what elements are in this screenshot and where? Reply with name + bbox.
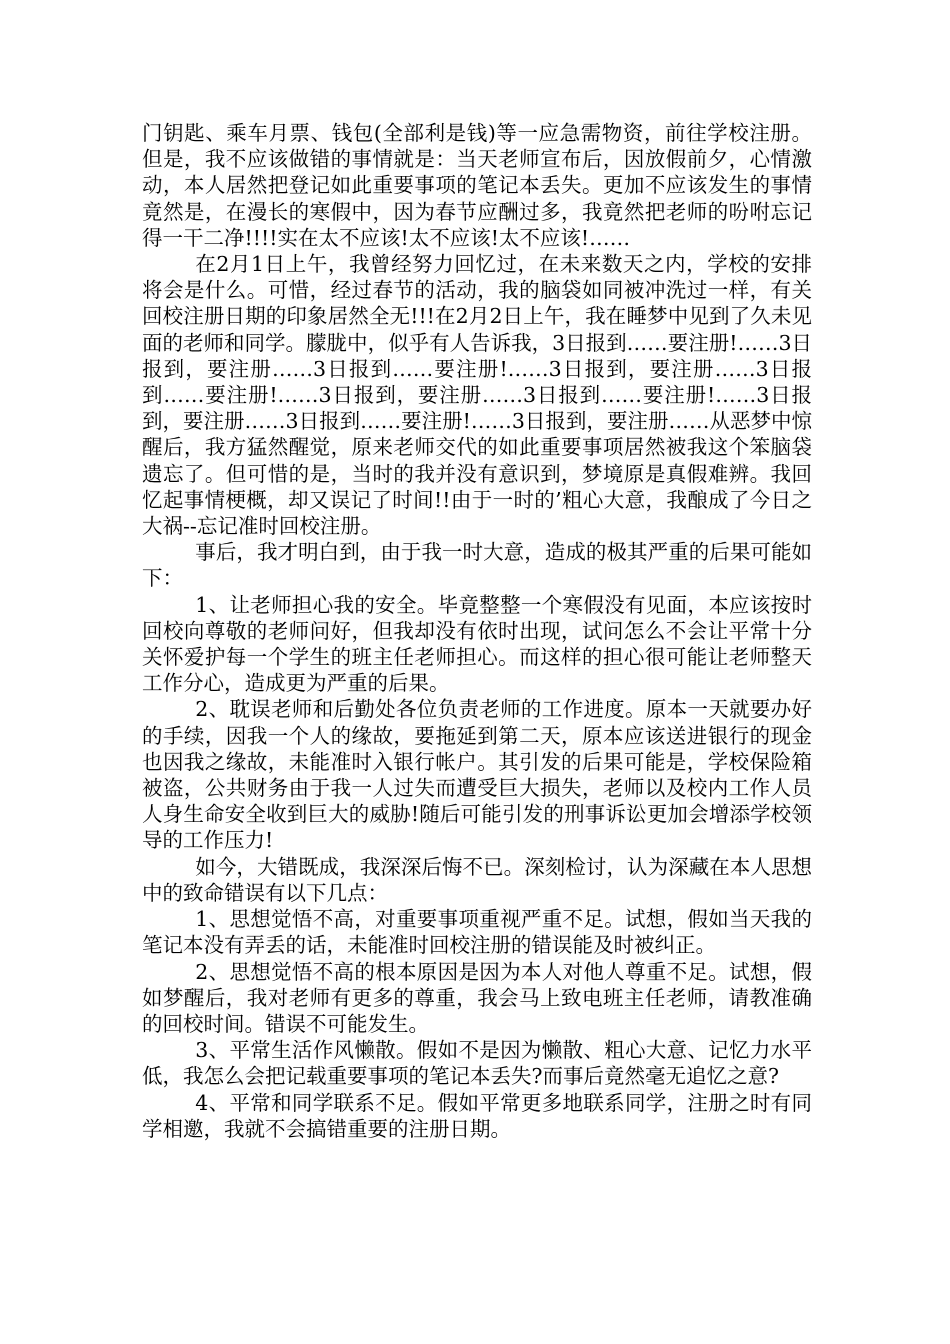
paragraph-consequence-2: 2、耽误老师和后勤处各位负责老师的工作进度。原本一天就要办好的手续，因我一个人的缘故，要拖延到第二天，原本应该送进银行的现金也因我之缘故，未能准时入银行帐户。其引发的后果可能是，学校保险箱被盗，公共财务由于我一人过失而遭受巨大损失，老师以及校内工作人员人身生命安全收到巨大的威胁!随后可能引发的刑事诉讼更加会增添学校领导的工作压力! xyxy=(142,697,812,853)
document-page xyxy=(142,120,812,1142)
paragraph-reason-1: 1、思想觉悟不高，对重要事项重视严重不足。试想，假如当天我的笔记本没有弄丢的话，未能准时回校注册的错误能及时被纠正。 xyxy=(142,907,812,958)
paragraph-reason-3: 3、平常生活作风懒散。假如不是因为懒散、粗心大意、记忆力水平低，我怎么会把记载重要事项的笔记本丢失?而事后竟然毫无追忆之意? xyxy=(142,1038,812,1089)
paragraph-continuation: 门钥匙、乘车月票、钱包(全部利是钱)等一应急需物资，前往学校注册。但是，我不应该做错的事情就是：当天老师宣布后，因放假前夕，心情激动，本人居然把登记如此重要事项的笔记本丢失。更加不应该发生的事情竟然是，在漫长的寒假中，因为春节应酬过多，我竟然把老师的吩咐忘记得一干二净!!!!实在太不应该!太不应该!太不应该!…… xyxy=(142,121,812,250)
paragraph-feb-recollection: 在2月1日上午，我曾经努力回忆过，在未来数天之内，学校的安排将会是什么。可惜，经过春节的活动，我的脑袋如同被冲洗过一样，有关回校注册日期的印象居然全无!!!在2月2日上午，我在睡梦中见到了久未见面的老师和同学。朦胧中，似乎有人告诉我，3日报到……要注册!……3日报到，要注册……3日报到……要注册!……3日报到，要注册……3日报到……要注册!……3日报到，要注册……3日报到……要注册!……3日报到，要注册……3日报到……要注册!……3日报到，要注册……从恶梦中惊醒后，我方猛然醒觉，原来老师交代的如此重要事项居然被我这个笨脑袋遗忘了。但可惜的是，当时的我并没有意识到，梦境原是真假难辨。我回忆起事情梗概，却又误记了时间!!由于一时的’粗心大意，我酿成了今日之大祸--忘记准时回校注册。 xyxy=(142,252,812,539)
paragraph-consequence-1: 1、让老师担心我的安全。毕竟整整一个寒假没有见面，本应该按时回校向尊敬的老师问好，但我却没有依时出现，试问怎么不会让平常十分关怀爱护每一个学生的班主任老师担心。而这样的担心很可能让老师整天工作分心，造成更为严重的后果。 xyxy=(142,592,812,696)
paragraph-consequences-intro: 事后，我才明白到，由于我一时大意，造成的极其严重的后果可能如下： xyxy=(142,540,812,591)
paragraph-reason-4: 4、平常和同学联系不足。假如平常更多地联系同学，注册之时有同学相邀，我就不会搞错重要的注册日期。 xyxy=(142,1090,812,1141)
paragraph-reflection-intro: 如今，大错既成，我深深后悔不已。深刻检讨，认为深藏在本人思想中的致命错误有以下几点： xyxy=(142,854,812,905)
paragraph-reason-2: 2、思想觉悟不高的根本原因是因为本人对他人尊重不足。试想，假如梦醒后，我对老师有更多的尊重，我会马上致电班主任老师，请教准确的回校时间。错误不可能发生。 xyxy=(142,959,812,1036)
